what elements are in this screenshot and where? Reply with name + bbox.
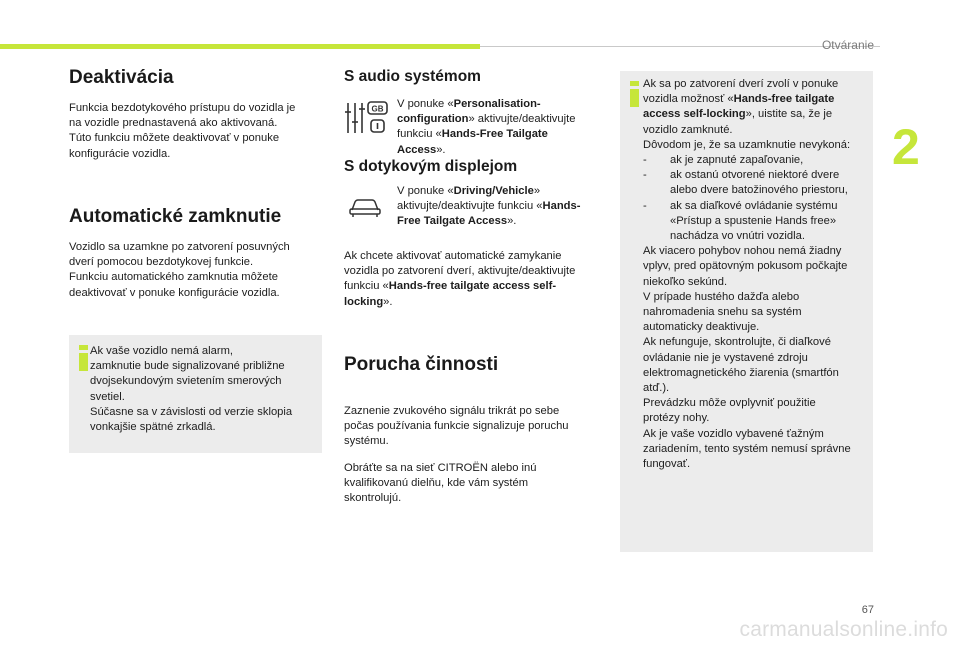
text-line: ak je zapnuté zapaľovanie, — [670, 154, 804, 167]
autolock-text — [69, 240, 331, 301]
text-run: » aktivujte/deaktivujte — [468, 113, 576, 126]
header-rule — [480, 46, 880, 47]
deactivation-text — [69, 101, 331, 162]
list-dash: - — [643, 199, 647, 212]
text-run: ». — [507, 215, 517, 228]
function-name: Hands-free tailgate access self- — [388, 280, 557, 293]
text-line: vonkajšie spätné zrkadlá. — [90, 421, 216, 434]
menu-name: Personalisation- — [453, 98, 541, 110]
text-run: ». — [383, 295, 393, 308]
autolock-activate-text — [344, 249, 606, 310]
page-number: 67 — [861, 604, 874, 616]
text-line: «Prístup a spustenie Hands free» — [670, 214, 837, 227]
text-run: ». — [436, 143, 446, 156]
text-line: zamknutie bude signalizované približne — [90, 360, 285, 373]
text-line: Obráťte sa na sieť CITROËN alebo inú — [344, 462, 537, 474]
text-line: Funkcia bezdotykového prístupu do vozidla je — [69, 102, 296, 114]
text-line: ak ostanú otvorené niektoré dvere — [670, 169, 840, 182]
text-line: skontrolujú. — [344, 492, 402, 505]
text-line: ovládanie nie je vystavené zdroju — [643, 351, 808, 364]
watermark: carmanualsonline.info — [739, 618, 948, 641]
note-box-alarm — [69, 335, 322, 453]
text-line: automaticky deaktivuje. — [643, 321, 760, 334]
text-line: Túto funkciu môžete deaktivovať v ponuke — [69, 132, 280, 145]
list-dash: - — [643, 169, 647, 182]
heading-touchscreen: S dotykovým displejom — [344, 158, 518, 175]
malfunction-text-2 — [344, 461, 606, 507]
text-run: », uistite sa, že je — [745, 108, 833, 121]
function-name: Access — [397, 143, 437, 156]
text-line: Ak je vaše vozidlo vybavené ťažným — [643, 427, 824, 440]
text-line: vozidla po zatvorení dverí, aktivujte/deaktivujte — [344, 265, 576, 278]
section-label: Otváranie — [821, 38, 874, 52]
list-item — [643, 168, 871, 198]
text-line: Zaznenie zvukového signálu trikrát po sebe — [344, 405, 560, 417]
text-line: Funkciu automatického zamknutia môžete — [69, 271, 278, 284]
text-line: Súčasne sa v závislosti od verzie sklopia — [90, 405, 293, 418]
text-line: dverí pomocou bezdotykovej funkcie. — [69, 256, 254, 269]
text-line: konfigurácie vozidla. — [69, 147, 171, 160]
car-icon — [348, 196, 382, 218]
text-line: kvalifikovanú dielňu, kde vám systém — [344, 477, 529, 490]
text-line: zariadením, tento systém nemusí správne — [643, 442, 851, 455]
text-line: vozidlo zamknuté. — [643, 123, 733, 136]
audio-text — [397, 97, 602, 158]
text-line: svetiel. — [90, 390, 125, 403]
function-name: Hands-Free Tailgate — [441, 128, 548, 141]
text-run: » — [533, 185, 541, 197]
text-line: dvojsekundovým svietením smerových — [90, 375, 282, 388]
function-name: Free Tailgate Access — [397, 215, 508, 228]
text-run: funkciu « — [397, 128, 442, 141]
function-name: Hands- — [542, 200, 581, 213]
heading-malfunction: Porucha činnosti — [344, 354, 499, 375]
menu-name: configuration — [397, 113, 469, 126]
header-accent-bar — [0, 44, 480, 49]
list-dash: - — [643, 154, 647, 167]
text-line: nahromadenia snehu sa systém — [643, 306, 802, 319]
text-run: V ponuke « — [397, 98, 454, 110]
heading-deactivation: Deaktivácia — [69, 67, 174, 88]
function-name: locking — [344, 295, 384, 308]
heading-autolock: Automatické zamknutie — [69, 206, 282, 227]
note-box-self-locking — [620, 71, 873, 552]
malfunction-text-1 — [344, 404, 606, 450]
text-line: Ak chcete aktivovať automatické zamykanie — [344, 250, 562, 262]
function-name: access self-locking — [643, 108, 746, 121]
text-line: V prípade hustého dažďa alebo — [643, 290, 800, 303]
conditions-list — [643, 153, 871, 244]
text-line: fungovať. — [643, 458, 691, 471]
text-line: Dôvodom je, že sa uzamknutie nevykoná: — [643, 138, 851, 151]
text-line: vplyv, pred opätovným pokusom počkajte — [643, 260, 848, 273]
chapter-number: 2 — [892, 119, 920, 175]
text-line: protézy nohy. — [643, 412, 710, 425]
text-line: počas používania funkcie signalizuje poruchu — [344, 420, 569, 433]
text-run: funkciu « — [344, 280, 389, 293]
text-line: systému. — [344, 435, 389, 448]
function-name: Hands-free tailgate — [733, 93, 835, 106]
text-line: atď.). — [643, 382, 670, 395]
heading-audio: S audio systémom — [344, 68, 481, 85]
text-line: Ak nefunguje, skontrolujte, či diaľkové — [643, 336, 831, 349]
text-line: Vozidlo sa uzamkne po zatvorení posuvných — [69, 241, 290, 253]
text-line: Ak vaše vozidlo nemá alarm, — [90, 345, 234, 357]
text-line: niekoľko sekúnd. — [643, 275, 728, 288]
settings-gb-icon — [344, 100, 390, 136]
text-line: elektromagnetického žiarenia (smartfón — [643, 366, 839, 379]
text-run: V ponuke « — [397, 185, 454, 197]
text-line: alebo dvere batožinového priestoru, — [670, 184, 848, 197]
text-line: ak sa diaľkové ovládanie systému — [670, 199, 838, 212]
text-line: na vozidle prednastavená ako aktivovaná. — [69, 117, 278, 130]
info-icon — [630, 81, 639, 107]
text-run: aktivujte/deaktivujte funkciu « — [397, 200, 543, 213]
text-line: nachádza vo vnútri vozidla. — [670, 230, 805, 243]
svg-text:GB: GB — [371, 104, 384, 114]
text-line: Ak viacero pohybov nohou nemá žiadny — [643, 245, 842, 258]
text-run: vozidla možnosť « — [643, 93, 734, 106]
menu-name: Driving/Vehicle — [453, 185, 534, 197]
text-line: deaktivovať v ponuke konfigurácie vozidla. — [69, 286, 280, 299]
text-line: Ak sa po zatvorení dverí zvolí v ponuke — [643, 78, 839, 90]
list-item — [643, 199, 871, 245]
text-line: Prevádzku môže ovplyvniť použitie — [643, 397, 816, 410]
touchscreen-text — [397, 184, 607, 230]
info-icon — [79, 345, 88, 371]
list-item — [643, 153, 871, 168]
